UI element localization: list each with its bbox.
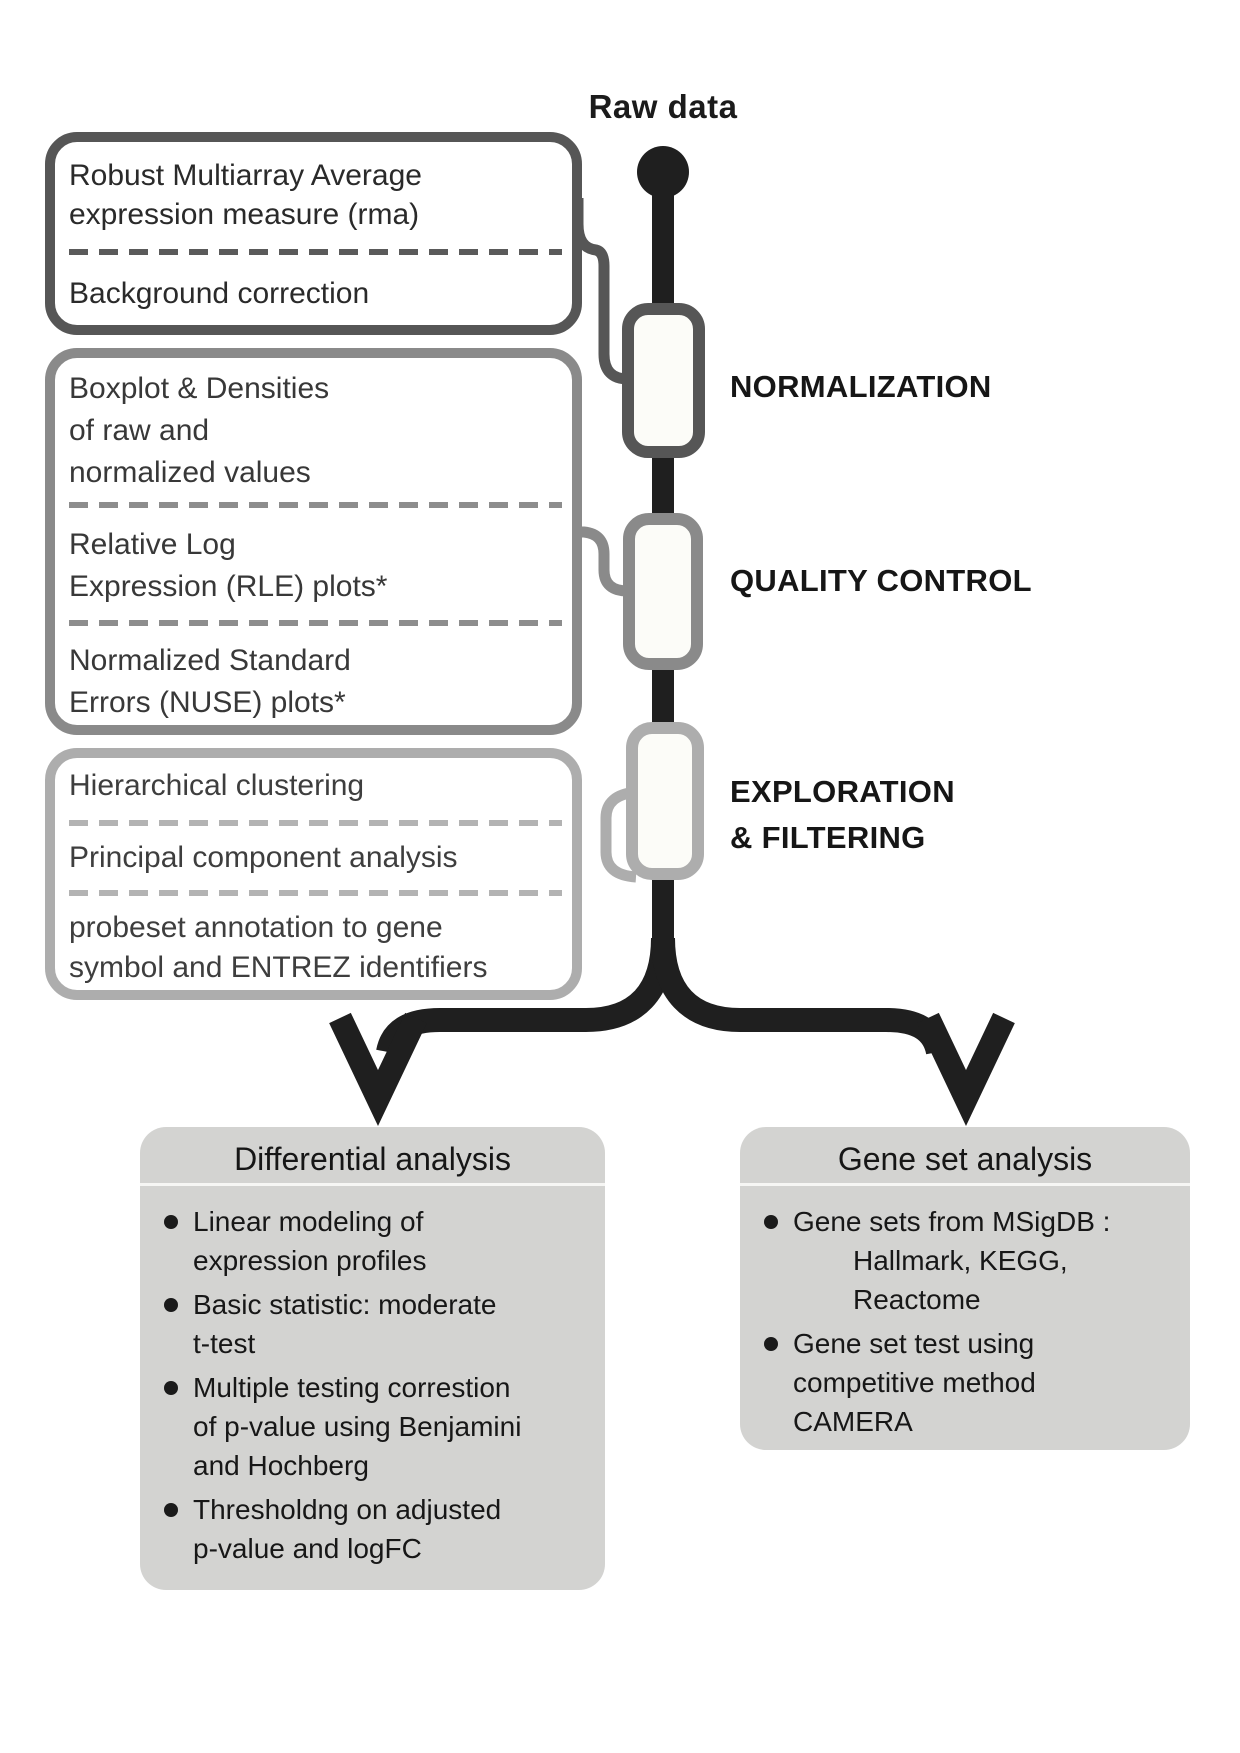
step-box-quality-control [45, 348, 582, 735]
bullet-list [740, 1186, 1190, 1441]
bullet-dot-icon [164, 1298, 178, 1312]
connector-normalization [578, 198, 628, 379]
step-line: Boxplot & Densities [69, 372, 330, 405]
bullet-line: competitive method [793, 1367, 1036, 1398]
stage-label-exploration [730, 769, 1150, 861]
raw-data-label: Raw data [588, 88, 738, 125]
node-quality-control [629, 519, 697, 664]
list-item [164, 1202, 595, 1280]
bullet-line: and Hochberg [193, 1450, 369, 1481]
arrowhead-left-icon [340, 1018, 416, 1098]
step-line: Robust Multiarray Average [69, 159, 422, 192]
step-line: probeset annotation to gene [69, 911, 443, 944]
node-exploration [632, 728, 698, 874]
dashed-divider [69, 890, 562, 896]
step-line: Errors (NUSE) plots* [69, 686, 346, 719]
dashed-divider [69, 820, 562, 826]
step-line: Principal component analysis [69, 841, 458, 874]
dashed-divider [69, 502, 562, 508]
bullet-list [140, 1186, 605, 1568]
panel-title: Gene set analysis [837, 1141, 1093, 1177]
list-item [164, 1490, 595, 1568]
stage-label-normalization: NORMALIZATION [730, 369, 992, 404]
step-section [69, 838, 562, 878]
step-section [69, 142, 562, 234]
bullet-dot-icon [164, 1381, 178, 1395]
bullet-dot-icon [164, 1215, 178, 1229]
list-item [764, 1324, 1180, 1441]
step-section [69, 524, 562, 608]
connector-quality-control [574, 532, 628, 591]
step-line: Hierarchical clustering [69, 769, 365, 802]
bullet-dot-icon [764, 1215, 778, 1229]
step-line: Normalized Standard [69, 644, 351, 677]
step-section [69, 908, 562, 988]
stage-label-line: & FILTERING [730, 820, 926, 855]
bullet-line: Thresholdng on adjusted [193, 1494, 502, 1525]
bullet-line: Reactome [853, 1284, 981, 1315]
step-box-normalization [45, 132, 582, 335]
branch-right [663, 938, 938, 1052]
step-section [69, 640, 562, 724]
list-item [764, 1202, 1180, 1319]
list-item [164, 1368, 595, 1485]
step-section [69, 358, 562, 494]
panel-title: Differential analysis [234, 1141, 511, 1177]
bullet-line: p-value and logFC [193, 1533, 422, 1564]
step-line: Background correction [69, 277, 370, 310]
step-line: of raw and [69, 414, 210, 447]
bullet-line: Gene sets from MSigDB : [793, 1206, 1111, 1237]
dashed-divider [69, 249, 562, 255]
panel-gene-set-analysis [740, 1127, 1190, 1450]
bullet-dot-icon [164, 1503, 178, 1517]
bullet-line: expression profiles [193, 1245, 427, 1276]
bullet-dot-icon [764, 1337, 778, 1351]
bullet-line: Basic statistic: moderate [193, 1289, 497, 1320]
bullet-line: of p-value using Benjamini [193, 1411, 522, 1442]
dashed-divider [69, 620, 562, 626]
step-box-exploration [45, 748, 582, 1000]
step-section [69, 758, 562, 806]
panel-differential-analysis [140, 1127, 605, 1590]
step-line: Relative Log [69, 528, 236, 561]
bullet-line: Hallmark, KEGG, [853, 1245, 1068, 1276]
step-line: Expression (RLE) plots* [69, 570, 388, 603]
step-section [69, 274, 562, 313]
stage-label-quality-control: QUALITY CONTROL [730, 563, 1032, 598]
list-item [164, 1285, 595, 1363]
arrowhead-right-icon [928, 1018, 1004, 1098]
bullet-line: Gene set test using [793, 1328, 1035, 1359]
bullet-line: Multiple testing correstion [193, 1372, 511, 1403]
bullet-line: t-test [193, 1328, 256, 1359]
stage-label-line: EXPLORATION [730, 774, 955, 809]
step-line: normalized values [69, 456, 311, 489]
step-line: symbol and ENTREZ identifiers [69, 951, 488, 984]
bullet-line: CAMERA [793, 1406, 913, 1437]
bullet-line: Linear modeling of [193, 1206, 424, 1237]
node-normalization [628, 309, 699, 452]
step-line: expression measure (rma) [69, 198, 420, 231]
